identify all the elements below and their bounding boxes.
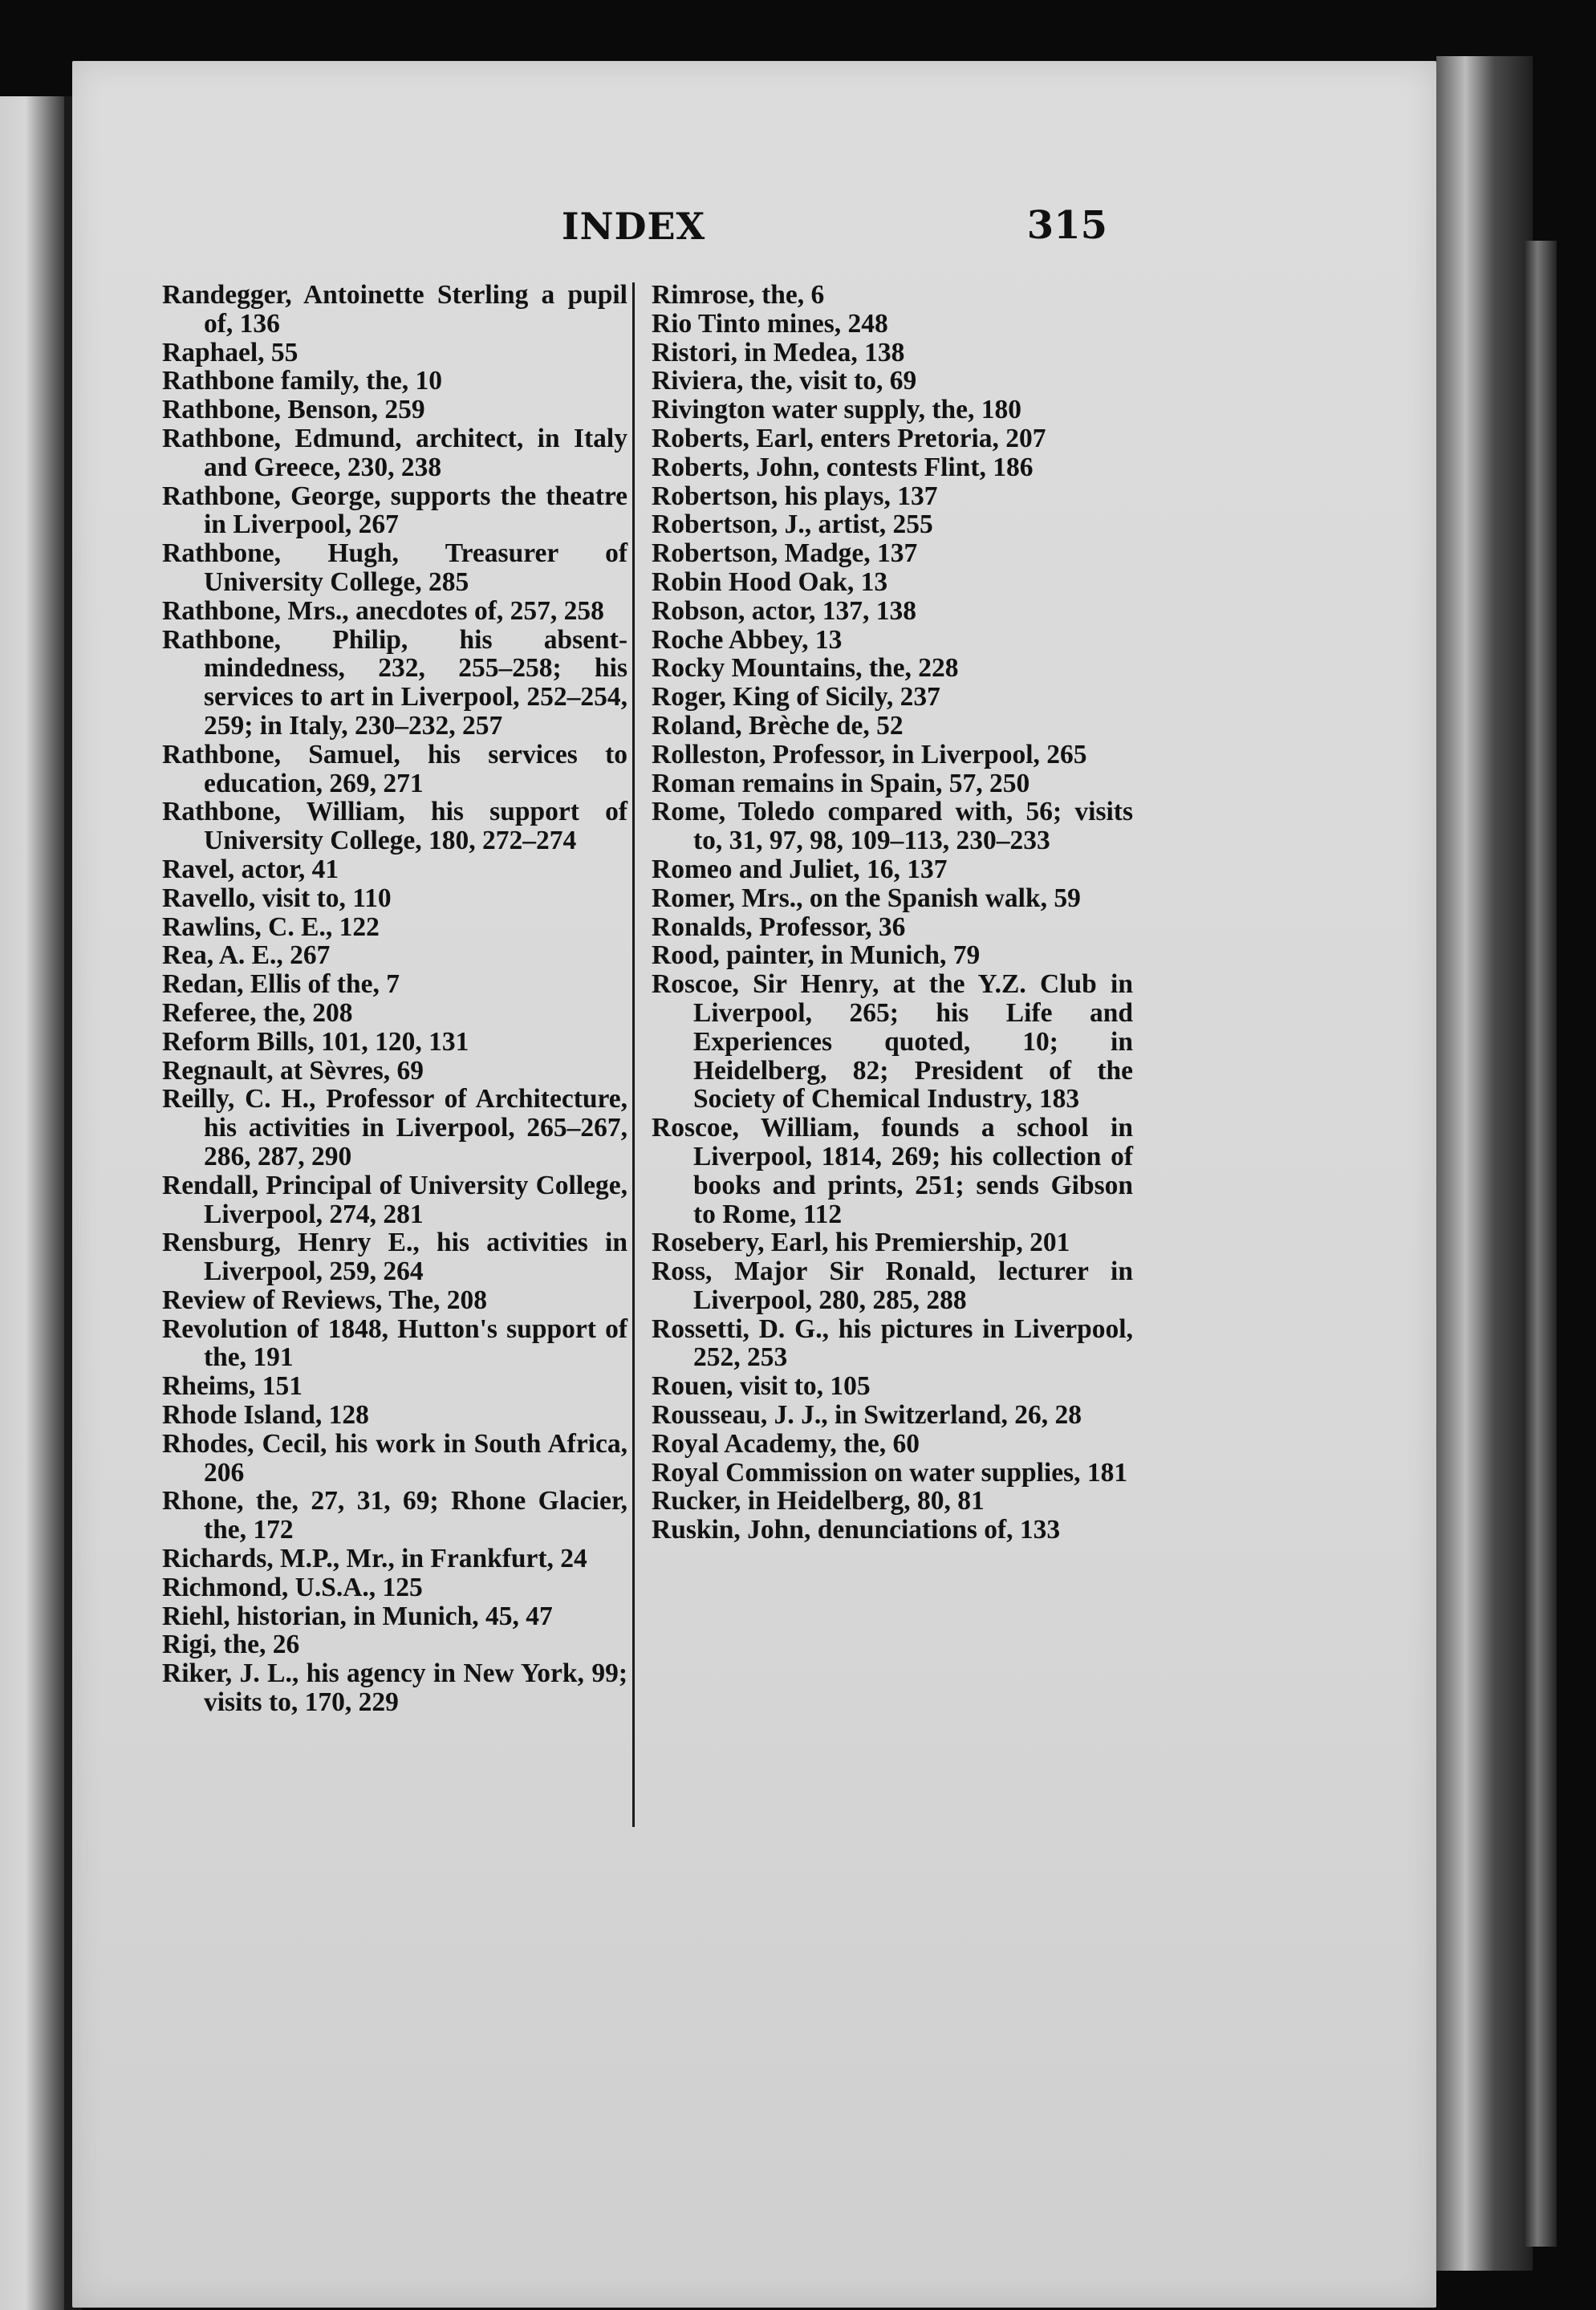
index-entry: Redan, Ellis of the, 7	[162, 969, 400, 1000]
index-entry: Rensburg, Henry E., his activities in Liverpool, 259, 264	[162, 1228, 627, 1287]
index-entry: Rood, painter, in Munich, 79	[652, 940, 981, 971]
page-title: INDEX	[562, 205, 706, 248]
index-entry: Rossetti, D. G., his pictures in Liverpool, 252, 253	[652, 1313, 1133, 1373]
index-entry: Rathbone, Hugh, Treasurer of University College, 285	[162, 538, 627, 597]
index-entry: Riker, J. L., his agency in New York, 99; visits to, 170, 229	[162, 1658, 627, 1718]
index-entry: Roberts, John, contests Flint, 186	[652, 452, 1034, 482]
index-entry: Rouen, visit to, 105	[652, 1371, 871, 1402]
index-entry: Rathbone, Samuel, his services to education, 269, 271	[162, 739, 627, 798]
index-entry: Royal Academy, the, 60	[652, 1428, 920, 1459]
index-entry: Roland, Brèche de, 52	[652, 710, 904, 741]
index-entry: Riviera, the, visit to, 69	[652, 366, 917, 396]
index-entry: Richards, M.P., Mr., in Frankfurt, 24	[162, 1544, 587, 1574]
index-entry: Ronalds, Professor, 36	[652, 911, 906, 942]
page-header	[152, 205, 1107, 253]
index-entry: Reform Bills, 101, 120, 131	[162, 1026, 469, 1057]
index-entry: Rosebery, Earl, his Premiership, 201	[652, 1228, 1070, 1258]
previous-page-edge	[0, 96, 64, 2310]
index-entry: Romeo and Juliet, 16, 137	[652, 854, 948, 884]
index-entry: Ross, Major Sir Ronald, lecturer in Liverpool, 280, 285, 288	[652, 1256, 1133, 1315]
index-entry: Rendall, Principal of University College, Liverpool, 274, 281	[162, 1170, 627, 1229]
index-entry: Richmond, U.S.A., 125	[162, 1572, 423, 1602]
index-entry: Romer, Mrs., on the Spanish walk, 59	[652, 883, 1081, 913]
index-entry: Reilly, C. H., Professor of Architecture, his activities in Liverpool, 265–267, 286, 287, 290	[162, 1084, 627, 1171]
index-entry: Review of Reviews, The, 208	[162, 1285, 488, 1315]
index-entry: Robin Hood Oak, 13	[652, 566, 888, 597]
index-entry: Robson, actor, 137, 138	[652, 595, 917, 626]
index-entry: Riehl, historian, in Munich, 45, 47	[162, 1601, 553, 1631]
index-entry: Referee, the, 208	[162, 997, 353, 1028]
index-entry: Rathbone, William, his support of University College, 180, 272–274	[162, 797, 627, 856]
index-entry: Rivington water supply, the, 180	[652, 395, 1022, 425]
index-entry: Rucker, in Heidelberg, 80, 81	[652, 1486, 985, 1516]
index-entry: Regnault, at Sèvres, 69	[162, 1055, 424, 1086]
index-entry: Rousseau, J. J., in Switzerland, 26, 28	[652, 1400, 1082, 1431]
index-column-right	[652, 281, 1133, 1545]
index-entry: Ravel, actor, 41	[162, 854, 339, 884]
index-column-left	[162, 281, 627, 1717]
index-entry: Roman remains in Spain, 57, 250	[652, 768, 1030, 798]
index-entry: Rathbone, Mrs., anecdotes of, 257, 258	[162, 595, 604, 626]
index-entry: Royal Commission on water supplies, 181	[652, 1457, 1128, 1488]
index-entry: Rheims, 151	[162, 1371, 303, 1402]
index-entry: Ravello, visit to, 110	[162, 883, 392, 913]
column-divider	[632, 282, 635, 1827]
index-entry: Roberts, Earl, enters Pretoria, 207	[652, 423, 1046, 453]
index-entry: Rathbone, Benson, 259	[162, 395, 425, 425]
index-entry: Rocky Mountains, the, 228	[652, 653, 959, 684]
index-entry: Robertson, Madge, 137	[652, 538, 918, 569]
index-entry: Rigi, the, 26	[162, 1630, 300, 1660]
index-entry: Randegger, Antoinette Sterling a pupil of, 136	[162, 280, 627, 339]
index-entry: Rolleston, Professor, in Liverpool, 265	[652, 739, 1087, 769]
index-entry: Raphael, 55	[162, 337, 298, 367]
page-number: 315	[1026, 203, 1107, 248]
index-entry: Revolution of 1848, Hutton's support of the, 191	[162, 1313, 627, 1373]
index-entry: Robertson, his plays, 137	[652, 481, 938, 511]
index-entry: Rathbone, Edmund, architect, in Italy and Greece, 230, 238	[162, 423, 627, 482]
page-stack-edge	[1436, 56, 1533, 2271]
index-entry: Rhone, the, 27, 31, 69; Rhone Glacier, the, 172	[162, 1486, 627, 1545]
index-entry: Roscoe, William, founds a school in Liverpool, 1814, 269; his collection of books and prints, 251; sends Gibson to Rome, 112	[652, 1113, 1133, 1229]
index-entry: Rea, A. E., 267	[162, 940, 331, 971]
index-entry: Rhode Island, 128	[162, 1400, 369, 1431]
index-entry: Roger, King of Sicily, 237	[652, 682, 940, 712]
index-entry: Rathbone, Philip, his absent-mindedness, 232, 255–258; his services to art in Liverpool, 252–254, 259; in Italy, 230–232, 257	[162, 624, 627, 741]
index-entry: Rio Tinto mines, 248	[652, 308, 888, 339]
index-entry: Rawlins, C. E., 122	[162, 911, 380, 942]
index-entry: Rathbone, George, supports the theatre in Liverpool, 267	[162, 481, 627, 540]
index-entry: Roscoe, Sir Henry, at the Y.Z. Club in Liverpool, 265; his Life and Experiences quoted, 10; in Heidelberg, 82; President of the Society of Chemical Industry, 183	[652, 969, 1133, 1114]
index-entry: Roche Abbey, 13	[652, 624, 843, 655]
book-cover-edge	[1525, 241, 1557, 2247]
index-entry: Robertson, J., artist, 255	[652, 509, 933, 540]
index-entry: Rimrose, the, 6	[652, 280, 825, 310]
index-entry: Ruskin, John, denunciations of, 133	[652, 1515, 1061, 1545]
index-entry: Rhodes, Cecil, his work in South Africa, 206	[162, 1428, 627, 1488]
index-entry: Rome, Toledo compared with, 56; visits to, 31, 97, 98, 109–113, 230–233	[652, 797, 1133, 856]
index-entry: Rathbone family, the, 10	[162, 366, 442, 396]
index-entry: Ristori, in Medea, 138	[652, 337, 905, 367]
